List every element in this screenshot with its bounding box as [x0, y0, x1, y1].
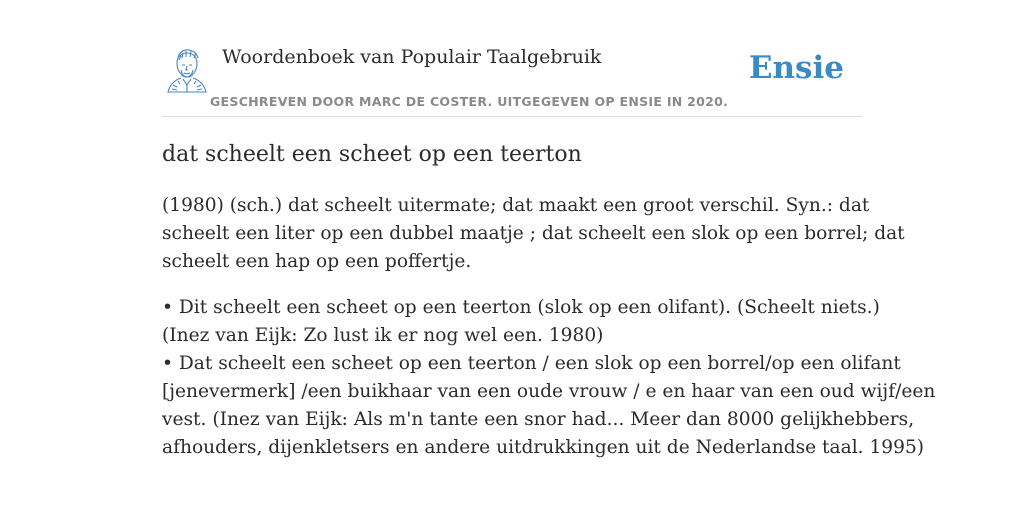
author-byline: GESCHREVEN DOOR MARC DE COSTER. UITGEGEVEN OP ENSIE IN 2020.	[210, 94, 729, 109]
example-line: • Dat scheelt een scheet op een teerton / een slok op een borrel/op een olifant	[162, 353, 901, 374]
entry-examples	[162, 294, 936, 462]
definition-line: scheelt een liter op een dubbel maatje ; dat scheelt een slok op een borrel; dat	[162, 223, 905, 244]
example-line: vest. (Inez van Eijk: Als m'n tante een snor had... Meer dan 8000 gelijkhebbers,	[162, 409, 915, 430]
book-title[interactable]: Woordenboek van Populair Taalgebruik	[222, 46, 602, 68]
definition-line: (1980) (sch.) dat scheelt uitermate; dat maakt een groot verschil. Syn.: dat	[162, 195, 870, 216]
entry-definition	[162, 192, 905, 276]
header	[162, 40, 862, 117]
definition-line: scheelt een hap op een poffertje.	[162, 251, 472, 272]
ensie-logo[interactable]: Ensie	[748, 50, 844, 86]
entry-content	[162, 138, 936, 480]
author-portrait-icon	[164, 45, 210, 95]
example-line: (Inez van Eijk: Zo lust ik er nog wel een. 1980)	[162, 325, 604, 346]
example-line: afhouders, dijenkletsers en andere uitdrukkingen uit de Nederlandse taal. 1995)	[162, 437, 925, 458]
entry-term: dat scheelt een scheet op een teerton	[162, 142, 582, 167]
example-line: [jenevermerk] /een buikhaar van een oude vrouw / e en haar van een oud wijf/een	[162, 381, 936, 402]
example-line: • Dit scheelt een scheet op een teerton (slok op een olifant). (Scheelt niets.)	[162, 297, 880, 318]
